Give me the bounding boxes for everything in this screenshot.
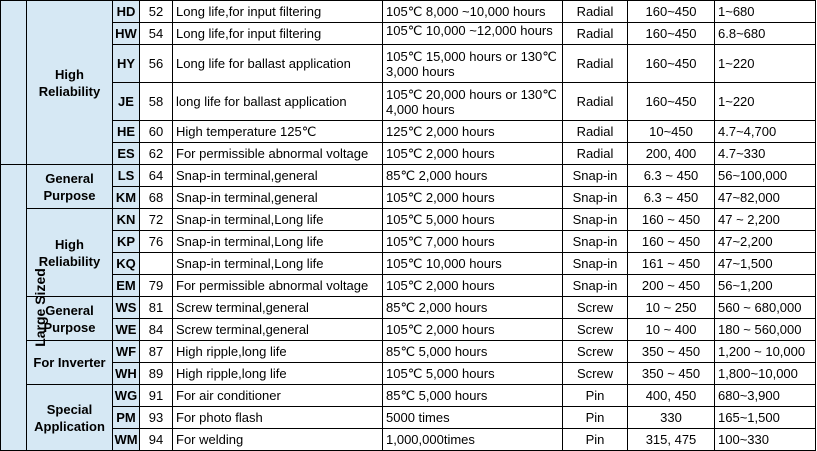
table-row — [1, 385, 816, 407]
capacitance-range: 180 ~ 560,000 — [715, 319, 816, 341]
capacitance-range: 100~330 — [715, 429, 816, 451]
voltage-range: 10~450 — [628, 121, 715, 143]
series-code: HE — [113, 121, 140, 143]
terminal-type: Radial — [563, 23, 628, 45]
page-number: 58 — [140, 83, 173, 121]
group-special-application: Special Application — [27, 385, 113, 451]
load-life: 105℃ 10,000 hours — [383, 253, 563, 275]
voltage-range: 160~450 — [628, 83, 715, 121]
page-number: 89 — [140, 363, 173, 385]
capacitance-range: 47 ~ 2,200 — [715, 209, 816, 231]
terminal-type: Screw — [563, 363, 628, 385]
table-row — [1, 407, 816, 429]
page-number: 72 — [140, 209, 173, 231]
load-life: 85℃ 5,000 hours — [383, 341, 563, 363]
capacitance-range: 47~2,200 — [715, 231, 816, 253]
feature: Snap-in terminal,Long life — [173, 209, 383, 231]
load-life: 85℃ 2,000 hours — [383, 165, 563, 187]
page-number: 91 — [140, 385, 173, 407]
feature: Snap-in terminal,Long life — [173, 231, 383, 253]
voltage-range: 400, 450 — [628, 385, 715, 407]
voltage-range: 200, 400 — [628, 143, 715, 165]
feature: Screw terminal,general — [173, 319, 383, 341]
voltage-range: 6.3 ~ 450 — [628, 165, 715, 187]
capacitance-range: 1,800~10,000 — [715, 363, 816, 385]
group-high-reliability: High Reliability — [27, 209, 113, 297]
capacitance-range: 6.8~680 — [715, 23, 816, 45]
terminal-type: Radial — [563, 83, 628, 121]
page-number: 54 — [140, 23, 173, 45]
series-code: LS — [113, 165, 140, 187]
load-life: 5000 times — [383, 407, 563, 429]
series-code: KP — [113, 231, 140, 253]
capacitance-range: 56~100,000 — [715, 165, 816, 187]
table-row — [1, 165, 816, 187]
feature: Long life for ballast application — [173, 45, 383, 83]
capacitance-range: 1~220 — [715, 83, 816, 121]
series-code: KN — [113, 209, 140, 231]
group-general-purpose: General Purpose — [27, 165, 113, 209]
load-life: 1,000,000times — [383, 429, 563, 451]
series-code: ES — [113, 143, 140, 165]
feature: Snap-in terminal,general — [173, 165, 383, 187]
page-number: 81 — [140, 297, 173, 319]
capacitance-range: 1~680 — [715, 1, 816, 23]
voltage-range: 161 ~ 450 — [628, 253, 715, 275]
voltage-range: 160~450 — [628, 23, 715, 45]
group-high-reliability: High Reliability — [27, 1, 113, 165]
series-code: WF — [113, 341, 140, 363]
terminal-type: Radial — [563, 1, 628, 23]
feature: Snap-in terminal,Long life — [173, 253, 383, 275]
terminal-type: Screw — [563, 341, 628, 363]
load-life: 105℃ 2,000 hours — [383, 275, 563, 297]
table-row — [1, 143, 816, 165]
terminal-type: Pin — [563, 429, 628, 451]
series-code: PM — [113, 407, 140, 429]
voltage-range: 350 ~ 450 — [628, 341, 715, 363]
voltage-range: 200 ~ 450 — [628, 275, 715, 297]
voltage-range: 6.3 ~ 450 — [628, 187, 715, 209]
series-code: WG — [113, 385, 140, 407]
side-spacer — [1, 1, 27, 165]
load-life: 105℃ 2,000 hours — [383, 143, 563, 165]
feature: For welding — [173, 429, 383, 451]
page-number: 64 — [140, 165, 173, 187]
terminal-type: Screw — [563, 319, 628, 341]
load-life: 105℃ 10,000 ~12,000 hours — [383, 23, 563, 45]
load-life: 105℃ 8,000 ~10,000 hours — [383, 1, 563, 23]
voltage-range: 160~450 — [628, 45, 715, 83]
capacitance-range: 56~1,200 — [715, 275, 816, 297]
capacitance-range: 680~3,900 — [715, 385, 816, 407]
page-number: 93 — [140, 407, 173, 429]
table-row — [1, 253, 816, 275]
group-for-inverter: For Inverter — [27, 341, 113, 385]
page-number: 60 — [140, 121, 173, 143]
page-number: 94 — [140, 429, 173, 451]
capacitance-range: 1~220 — [715, 45, 816, 83]
page-number: 68 — [140, 187, 173, 209]
table-row — [1, 23, 816, 45]
page-number: 76 — [140, 231, 173, 253]
load-life: 105℃ 2,000 hours — [383, 319, 563, 341]
feature: High ripple,long life — [173, 341, 383, 363]
capacitance-range: 560 ~ 680,000 — [715, 297, 816, 319]
voltage-range: 10 ~ 400 — [628, 319, 715, 341]
feature: Screw terminal,general — [173, 297, 383, 319]
feature: High ripple,long life — [173, 363, 383, 385]
capacitance-range: 165~1,500 — [715, 407, 816, 429]
series-code: HY — [113, 45, 140, 83]
load-life: 85℃ 2,000 hours — [383, 297, 563, 319]
table-row — [1, 363, 816, 385]
load-life: 105℃ 5,000 hours — [383, 209, 563, 231]
capacitance-range: 4.7~330 — [715, 143, 816, 165]
group-general-purpose: General Purpose — [27, 297, 113, 341]
table-row — [1, 83, 816, 121]
series-code: HD — [113, 1, 140, 23]
series-code: WS — [113, 297, 140, 319]
feature: long life for ballast application — [173, 83, 383, 121]
terminal-type: Snap-in — [563, 209, 628, 231]
series-code: HW — [113, 23, 140, 45]
table-row — [1, 121, 816, 143]
load-life: 105℃ 15,000 hours or 130℃ 3,000 hours — [383, 45, 563, 83]
capacitance-range: 47~1,500 — [715, 253, 816, 275]
table-row — [1, 231, 816, 253]
load-life: 105℃ 2,000 hours — [383, 187, 563, 209]
terminal-type: Radial — [563, 121, 628, 143]
load-life: 85℃ 5,000 hours — [383, 385, 563, 407]
feature: Long life,for input filtering — [173, 1, 383, 23]
voltage-range: 160 ~ 450 — [628, 231, 715, 253]
terminal-type: Snap-in — [563, 253, 628, 275]
series-code: KM — [113, 187, 140, 209]
table-row — [1, 187, 816, 209]
feature: For photo flash — [173, 407, 383, 429]
load-life: 105℃ 7,000 hours — [383, 231, 563, 253]
page-number: 87 — [140, 341, 173, 363]
feature: Long life,for input filtering — [173, 23, 383, 45]
voltage-range: 350 ~ 450 — [628, 363, 715, 385]
voltage-range: 315, 475 — [628, 429, 715, 451]
capacitance-range: 1,200 ~ 10,000 — [715, 341, 816, 363]
terminal-type: Snap-in — [563, 231, 628, 253]
voltage-range: 330 — [628, 407, 715, 429]
page-number: 52 — [140, 1, 173, 23]
feature: For permissible abnormal voltage — [173, 143, 383, 165]
series-code: KQ — [113, 253, 140, 275]
load-life: 105℃ 5,000 hours — [383, 363, 563, 385]
terminal-type: Screw — [563, 297, 628, 319]
large-sized-label: Large Sized — [1, 165, 27, 451]
terminal-type: Pin — [563, 407, 628, 429]
voltage-range: 160~450 — [628, 1, 715, 23]
feature: High temperature 125℃ — [173, 121, 383, 143]
series-code: EM — [113, 275, 140, 297]
page-number: 79 — [140, 275, 173, 297]
series-code: JE — [113, 83, 140, 121]
table-row — [1, 319, 816, 341]
table-row — [1, 45, 816, 83]
voltage-range: 10 ~ 250 — [628, 297, 715, 319]
series-code: WM — [113, 429, 140, 451]
table-row — [1, 297, 816, 319]
page-number: 62 — [140, 143, 173, 165]
feature: Snap-in terminal,general — [173, 187, 383, 209]
capacitance-range: 47~82,000 — [715, 187, 816, 209]
terminal-type: Radial — [563, 45, 628, 83]
terminal-type: Snap-in — [563, 187, 628, 209]
feature: For permissible abnormal voltage — [173, 275, 383, 297]
table-row — [1, 341, 816, 363]
terminal-type: Snap-in — [563, 275, 628, 297]
table-row — [1, 1, 816, 23]
table-row — [1, 275, 816, 297]
feature: For air conditioner — [173, 385, 383, 407]
load-life: 105℃ 20,000 hours or 130℃ 4,000 hours — [383, 83, 563, 121]
load-life: 125℃ 2,000 hours — [383, 121, 563, 143]
series-code: WE — [113, 319, 140, 341]
capacitance-range: 4.7~4,700 — [715, 121, 816, 143]
page-number: 56 — [140, 45, 173, 83]
page-number: 84 — [140, 319, 173, 341]
table-row — [1, 429, 816, 451]
terminal-type: Pin — [563, 385, 628, 407]
series-code: WH — [113, 363, 140, 385]
terminal-type: Radial — [563, 143, 628, 165]
page-number — [140, 253, 173, 275]
terminal-type: Snap-in — [563, 165, 628, 187]
voltage-range: 160 ~ 450 — [628, 209, 715, 231]
table-row — [1, 209, 816, 231]
